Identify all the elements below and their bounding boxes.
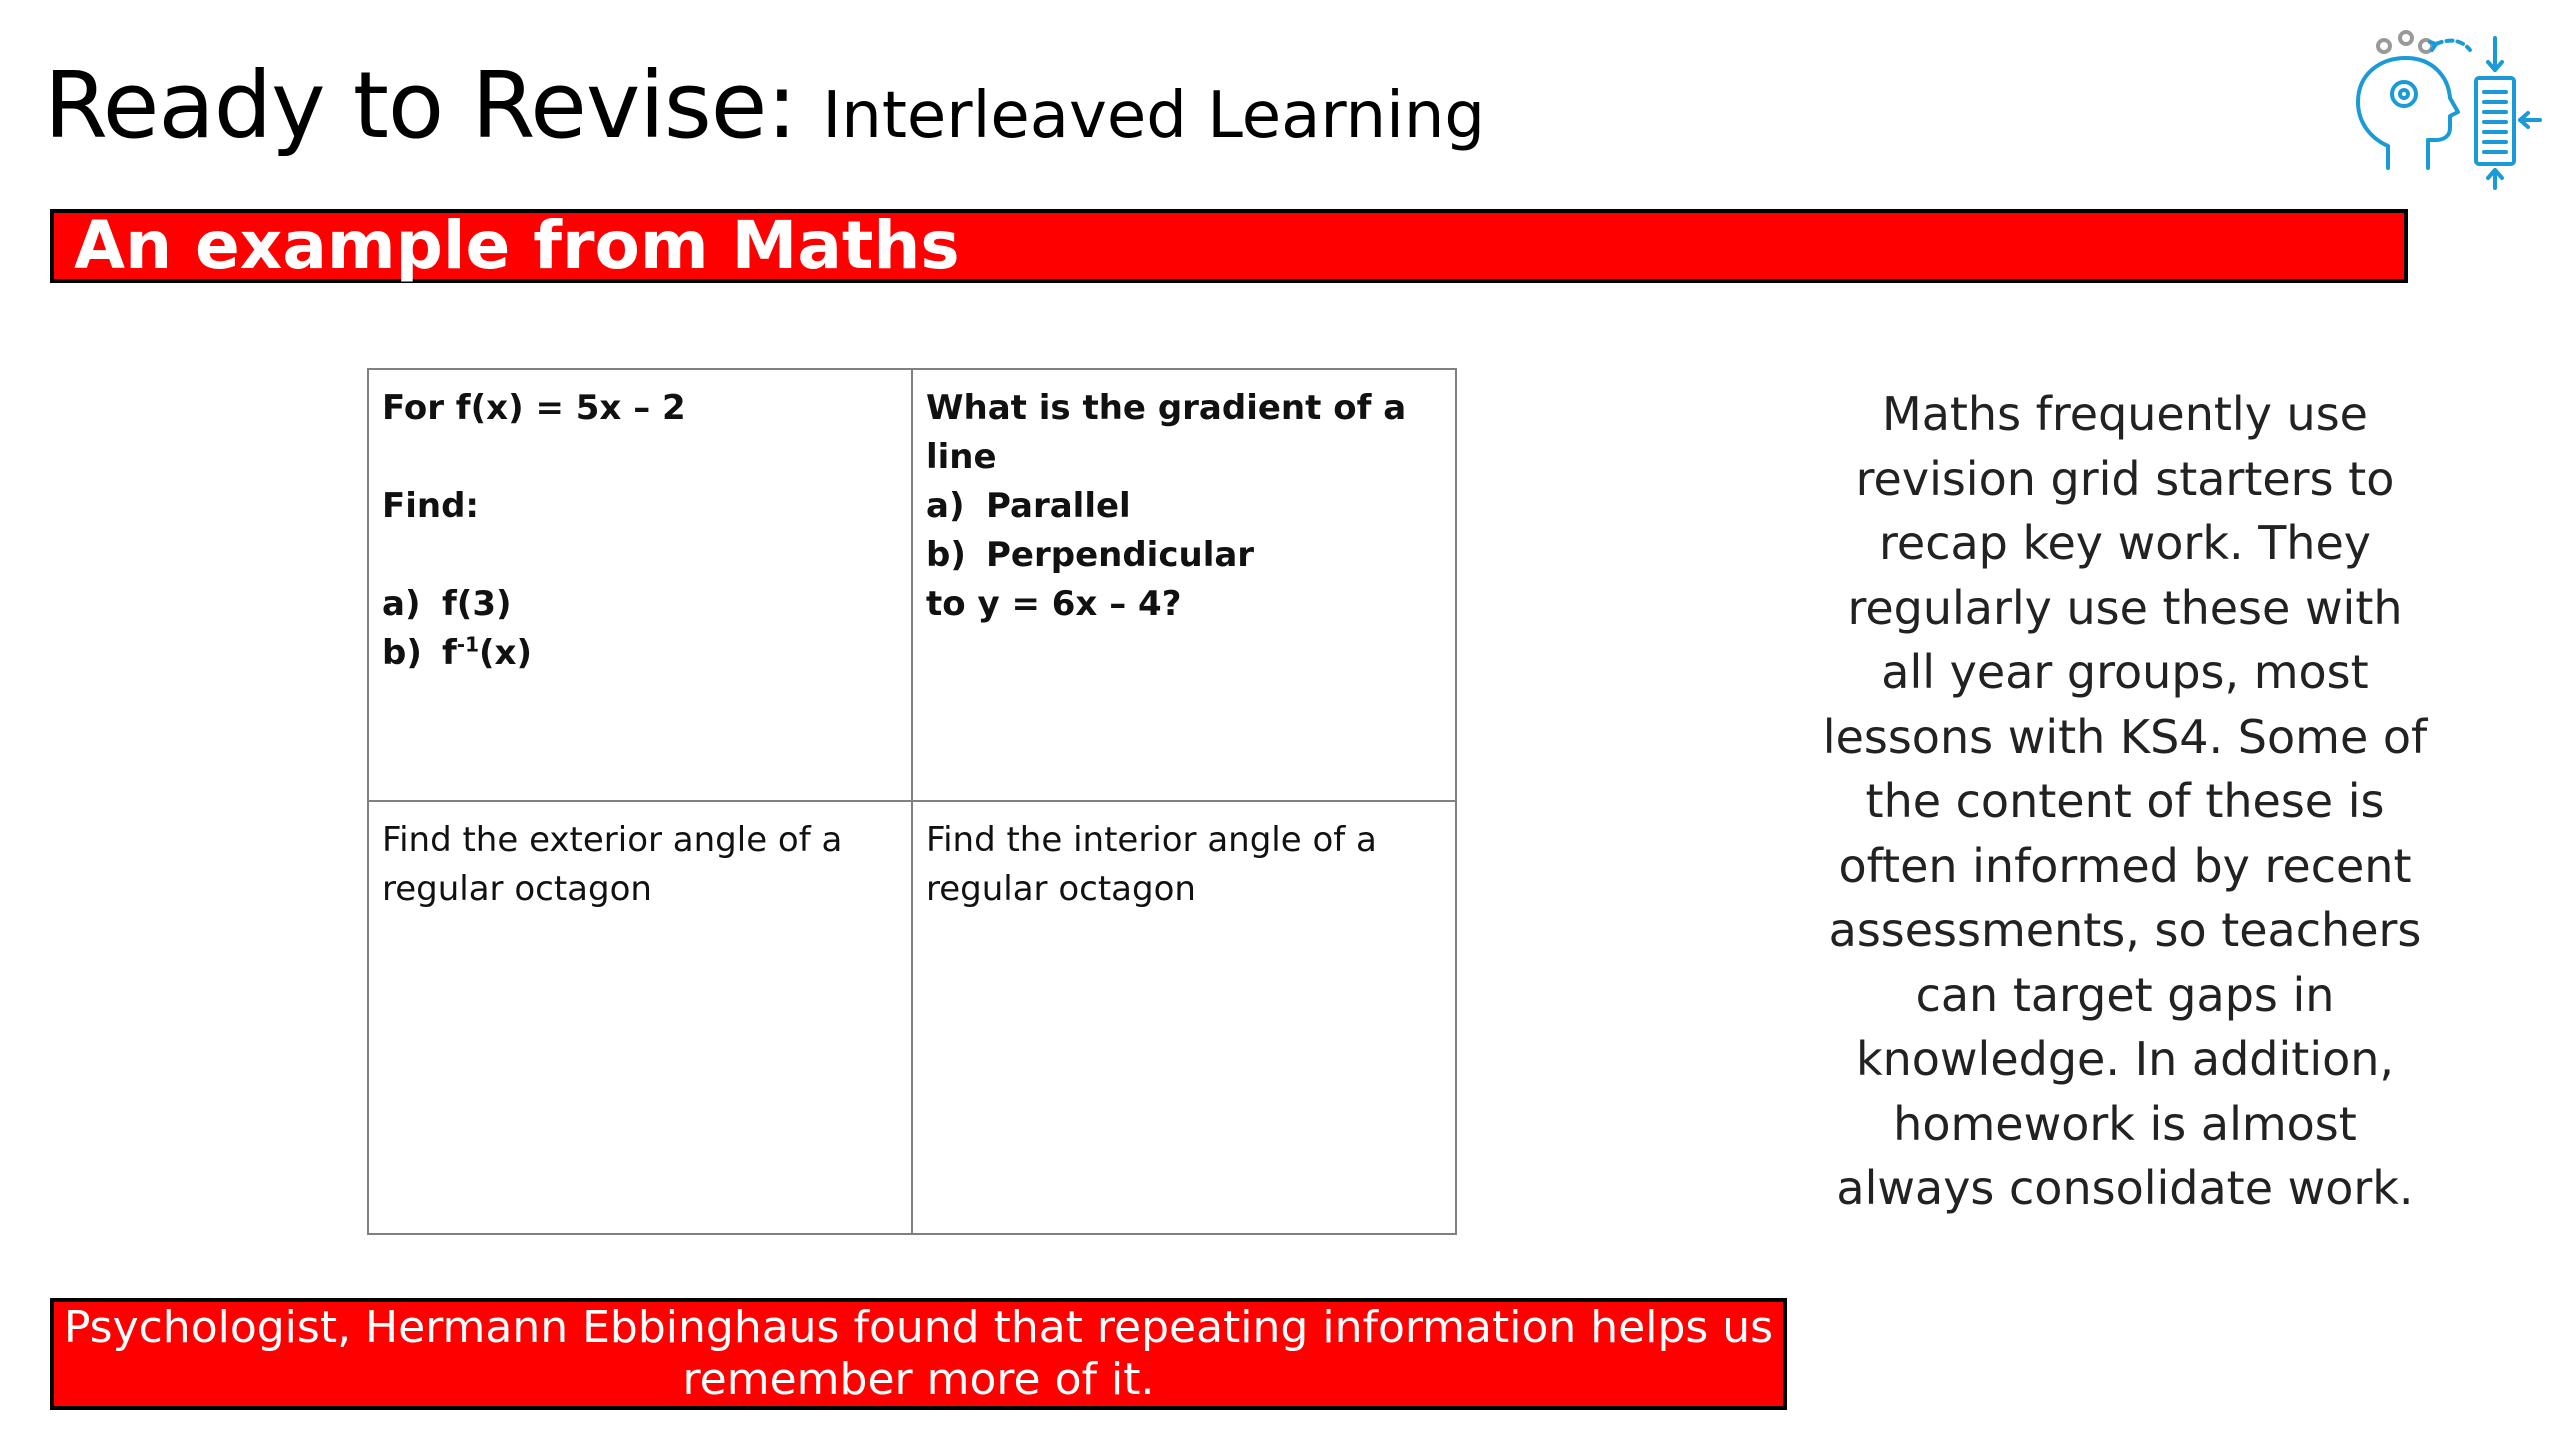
grid-row <box>368 369 1456 801</box>
footer-banner <box>50 1298 1787 1410</box>
cell-list-item: a) Parallel <box>926 486 1131 526</box>
cell-list-item: b) $f^{-1}(x)$ <box>382 632 533 673</box>
grid-cell-exterior-angle <box>368 801 912 1234</box>
grid-cell-gradient <box>912 369 1456 801</box>
cell-line: Find the interior angle of a <box>926 820 1377 860</box>
cell-line: to y = 6x – 4? <box>926 584 1182 624</box>
head-revision-document-icon <box>2318 28 2543 193</box>
cell-list-item: a) f(3) <box>382 584 512 624</box>
page-subtitle: Interleaved Learning <box>822 79 1486 153</box>
revision-grid <box>367 368 1457 1235</box>
footer-banner-text: Psychologist, Hermann Ebbinghaus found that repeating information helps us remember more of it. <box>63 1302 1774 1405</box>
cell-line: What is the gradient of a line <box>926 388 1407 477</box>
cell-line: Find the exterior angle of a <box>382 820 843 860</box>
section-banner-text: An example from Maths <box>74 207 960 284</box>
cell-line: Find: <box>382 486 480 526</box>
cell-line: regular octagon <box>926 869 1196 909</box>
grid-cell-function <box>368 369 912 801</box>
page-title-row <box>44 52 1485 159</box>
cell-list-item: b) Perpendicular <box>926 535 1255 575</box>
section-banner <box>50 209 2408 283</box>
cell-line: For f(x) = 5x – 2 <box>382 388 686 428</box>
grid-row <box>368 801 1456 1234</box>
grid-cell-interior-angle <box>912 801 1456 1234</box>
cell-line: regular octagon <box>382 869 652 909</box>
page-title: Ready to Revise: <box>44 52 797 159</box>
side-description: Maths frequently use revision grid starters to recap key work. They regularly use these with all year groups, most lessons with KS4. Some of the content of these is often informed by recent assessments, so teachers can target gaps in knowledge. In addition, homework is almost always consolidate work. <box>1822 387 2428 1215</box>
